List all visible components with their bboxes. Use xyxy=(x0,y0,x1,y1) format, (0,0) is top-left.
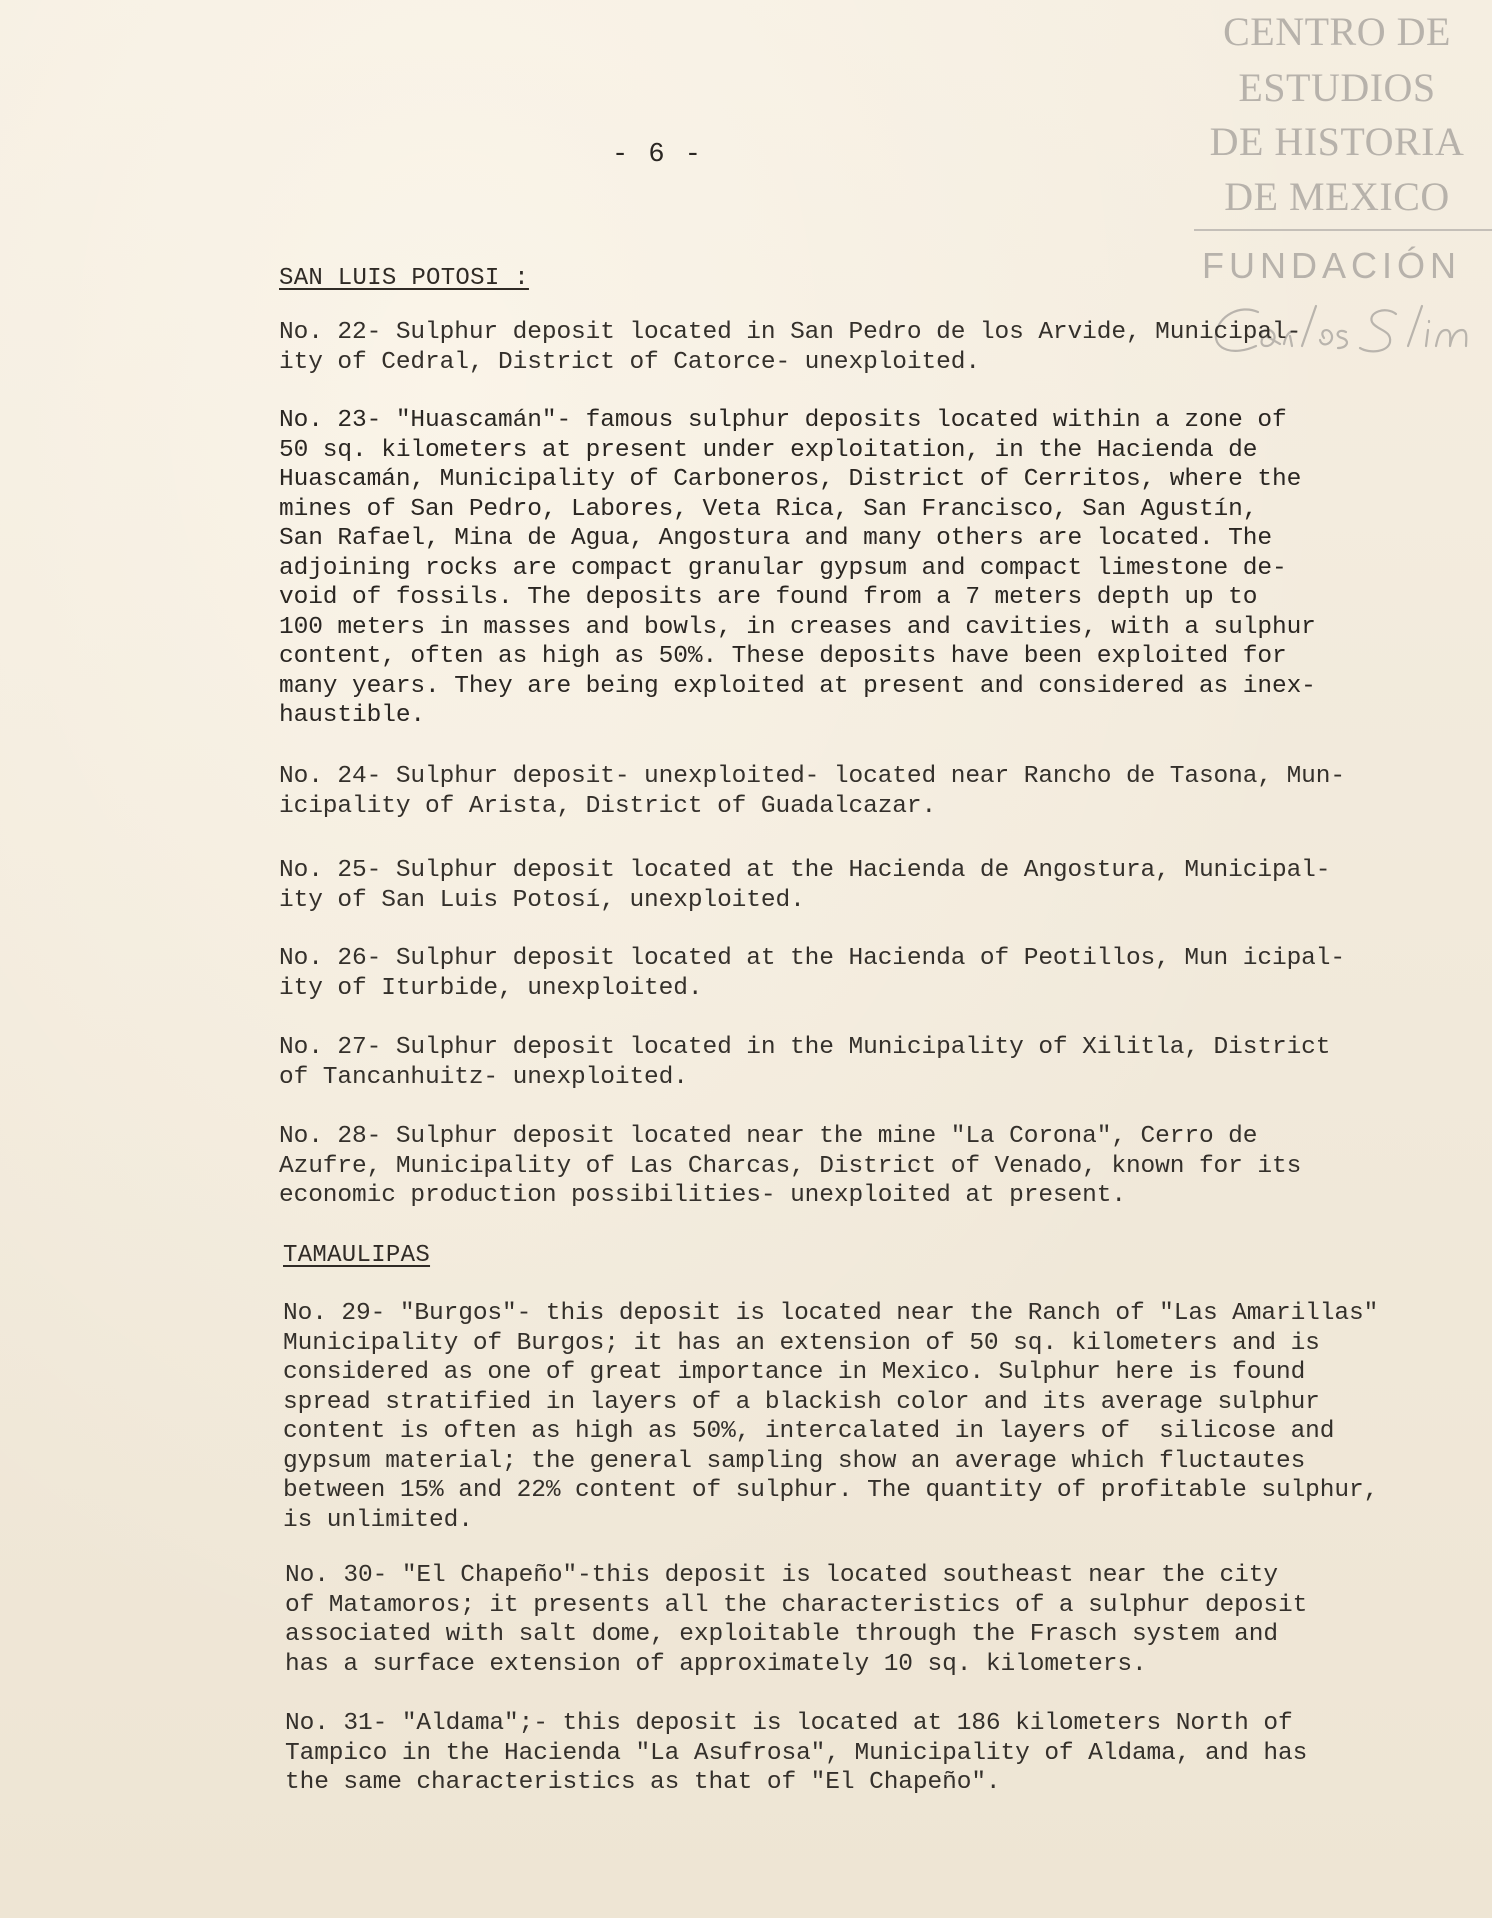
watermark-line-1: CENTRO DE xyxy=(1223,9,1451,54)
page-number: - 6 - xyxy=(612,140,704,170)
entry-no-30: No. 30- "El Chapeño"-this deposit is located southeast near the city of Matamoros; it presents all the characteristics of a sulphur deposit associated with salt dome, exploitable through the Frasch system and has a surface extension of approximately 10 sq. kilometers. xyxy=(285,1562,1308,1678)
entry-no-23: No. 23- "Huascamán"- famous sulphur deposits located within a zone of 50 sq. kilometers at present under exploitation, in the Hacienda de Huascamán, Municipality of Carboneros, District of Cerritos, where the mines of San Pedro, Labores, Veta Rica, San Francisco, San Agustín, San Rafael, Mina de Agua, Angostura and many others are located. The adjoining rocks are compact granular gypsum and compact limestone de- void of fossils. The deposits are found from a 7 meters depth up to 100 meters in masses and bowls, in creases and cavities, with a sulphur content, often as high as 50%. These deposits have been exploited for many years. They are being exploited at present and considered as inex- haustible. xyxy=(279,407,1316,729)
watermark-foundation: FUNDACIÓN xyxy=(1202,245,1461,286)
section-heading-san-luis-potosi: SAN LUIS POTOSI : xyxy=(279,265,529,292)
entry-no-29: No. 29- "Burgos"- this deposit is located near the Ranch of "Las Amarillas" Municipality of Burgos; it has an extension of 50 sq. kilometers and is considered as one of great importance in Mexico. Sulphur here is found spread stratified in layers of a blackish color and its average sulphur content is often as high as 50%, intercalated in layers of silicose and gypsum material; the general sampling show an average which fluctautes between 15% and 22% content of sulphur. The quantity of profitable sulphur, is unlimited. xyxy=(283,1300,1379,1534)
watermark-line-3: DE HISTORIA xyxy=(1209,119,1465,164)
section-heading-tamaulipas: TAMAULIPAS xyxy=(283,1242,431,1269)
archive-watermark xyxy=(1192,0,1492,370)
entry-no-31: No. 31- "Aldama";- this deposit is located at 186 kilometers North of Tampico in the Hacienda "La Asufrosa", Municipality of Aldama, and has the same characteristics as that of "El Chapeño". xyxy=(285,1710,1308,1796)
entry-no-24: No. 24- Sulphur deposit- unexploited- located near Rancho de Tasona, Mun- icipality of Arista, District of Guadalcazar. xyxy=(279,763,1345,820)
watermark-line-2: ESTUDIOS xyxy=(1238,65,1436,110)
watermark-line-4: DE MEXICO xyxy=(1224,174,1450,219)
entry-no-27: No. 27- Sulphur deposit located in the Municipality of Xilitla, District of Tancanhuitz- unexploited. xyxy=(279,1034,1331,1091)
watermark-divider xyxy=(1194,229,1492,231)
entry-no-25: No. 25- Sulphur deposit located at the Hacienda de Angostura, Municipal- ity of San Luis Potosí, unexploited. xyxy=(279,857,1331,914)
entry-no-26: No. 26- Sulphur deposit located at the Hacienda of Peotillos, Mun icipal- ity of Iturbide, unexploited. xyxy=(279,945,1345,1002)
entry-no-28: No. 28- Sulphur deposit located near the mine "La Corona", Cerro de Azufre, Municipality of Las Charcas, District of Venado, known for its economic production possibilities- unexploited at present. xyxy=(279,1123,1302,1209)
entry-no-22: No. 22- Sulphur deposit located in San Pedro de los Arvide, Municipal- ity of Cedral, District of Catorce- unexploited. xyxy=(279,319,1302,376)
